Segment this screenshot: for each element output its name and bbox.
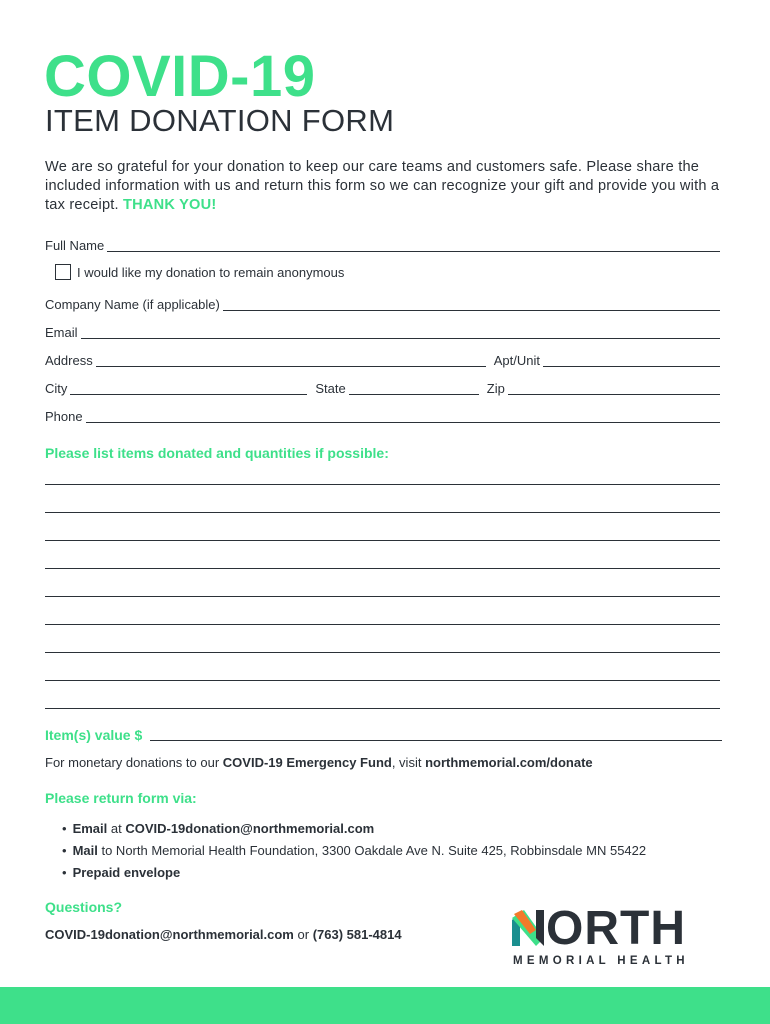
intro-text: We are so grateful for your donation to keep our care teams and customers safe. Please share the included information with us and return this form so we can recognize your gift and provide you with a tax receipt. [45, 159, 720, 213]
return-option-text: to North Memorial Health Foundation, 3300 Oakdale Ave N. Suite 425, Robbinsdale MN 55422 [97, 843, 647, 858]
return-option-mail: • Mail to North Memorial Health Foundation, 3300 Oakdale Ave N. Suite 425, Robbinsdale MN 55422 [62, 843, 647, 858]
item-entry-line[interactable] [45, 484, 720, 485]
logo-word-text: ORTH [546, 902, 686, 955]
logo-wordmark [510, 904, 686, 954]
return-option-email: • Email at COVID-19donation@northmemorial.com [62, 821, 375, 836]
full-name-line[interactable] [107, 237, 720, 252]
contact-or: or [297, 927, 310, 942]
zip-label: Zip [486, 381, 505, 396]
thank-you-text: THANK YOU! [123, 197, 217, 213]
item-entry-line[interactable] [45, 708, 720, 709]
item-entry-line[interactable] [45, 680, 720, 681]
item-value-field[interactable] [45, 726, 722, 743]
fund-name: COVID-19 Emergency Fund [222, 755, 392, 770]
apt-label: Apt/Unit [493, 353, 540, 368]
donate-link[interactable]: northmemorial.com/donate [425, 755, 593, 770]
contact-phone[interactable]: (763) 581-4814 [312, 927, 402, 942]
return-option-label: Prepaid envelope [72, 865, 181, 880]
apt-line[interactable] [543, 352, 720, 367]
item-value-label: Item(s) value $ [45, 727, 143, 743]
return-heading: Please return form via: [45, 790, 197, 806]
state-line[interactable] [349, 380, 479, 395]
anonymous-option[interactable] [55, 264, 344, 280]
email-line[interactable] [81, 324, 720, 339]
city-line[interactable] [70, 380, 307, 395]
item-entry-line[interactable] [45, 624, 720, 625]
footer-bar [0, 987, 770, 1024]
city-label: City [45, 381, 68, 396]
full-name-label: Full Name [45, 238, 105, 253]
intro-paragraph [45, 158, 735, 215]
address-line[interactable] [96, 352, 486, 367]
address-row [45, 351, 720, 369]
item-entry-line[interactable] [45, 652, 720, 653]
item-entry-line[interactable] [45, 512, 720, 513]
item-value-line[interactable] [150, 726, 722, 741]
anonymous-label: I would like my donation to remain anonymous [77, 264, 345, 280]
item-entry-line[interactable] [45, 596, 720, 597]
item-entry-line[interactable] [45, 540, 720, 541]
page-subtitle: ITEM DONATION FORM [45, 103, 395, 138]
monetary-note [45, 755, 593, 770]
email-label: Email [45, 325, 78, 340]
full-name-field[interactable] [45, 236, 720, 254]
company-line[interactable] [223, 296, 720, 311]
address-label: Address [45, 353, 93, 368]
phone-label: Phone [45, 409, 83, 424]
return-option-label: Mail [72, 843, 98, 858]
monetary-prefix: For monetary donations to our [45, 755, 220, 770]
anonymous-checkbox[interactable] [55, 264, 71, 280]
zip-line[interactable] [508, 380, 720, 395]
company-field[interactable] [45, 295, 720, 313]
north-memorial-logo [510, 904, 725, 968]
items-heading: Please list items donated and quantities if possible: [45, 445, 389, 461]
return-email-link[interactable]: COVID-19donation@northmemorial.com [125, 821, 375, 836]
questions-heading: Questions? [45, 899, 123, 915]
item-entry-line[interactable] [45, 568, 720, 569]
phone-line[interactable] [86, 408, 720, 423]
return-option-envelope: • Prepaid envelope [62, 865, 181, 880]
company-label: Company Name (if applicable) [45, 297, 220, 312]
monetary-middle: , visit [391, 755, 422, 770]
phone-field[interactable] [45, 407, 720, 425]
state-label: State [315, 381, 346, 396]
logo-subtitle: MEMORIAL HEALTH [513, 955, 689, 967]
page-title: COVID-19 [44, 44, 316, 109]
email-field[interactable] [45, 323, 720, 341]
return-option-label: Email [72, 821, 108, 836]
return-option-text: at [107, 821, 126, 836]
contact-email[interactable]: COVID-19donation@northmemorial.com [45, 927, 294, 942]
city-row [45, 379, 720, 397]
contact-line [45, 927, 402, 942]
return-options [62, 818, 646, 884]
